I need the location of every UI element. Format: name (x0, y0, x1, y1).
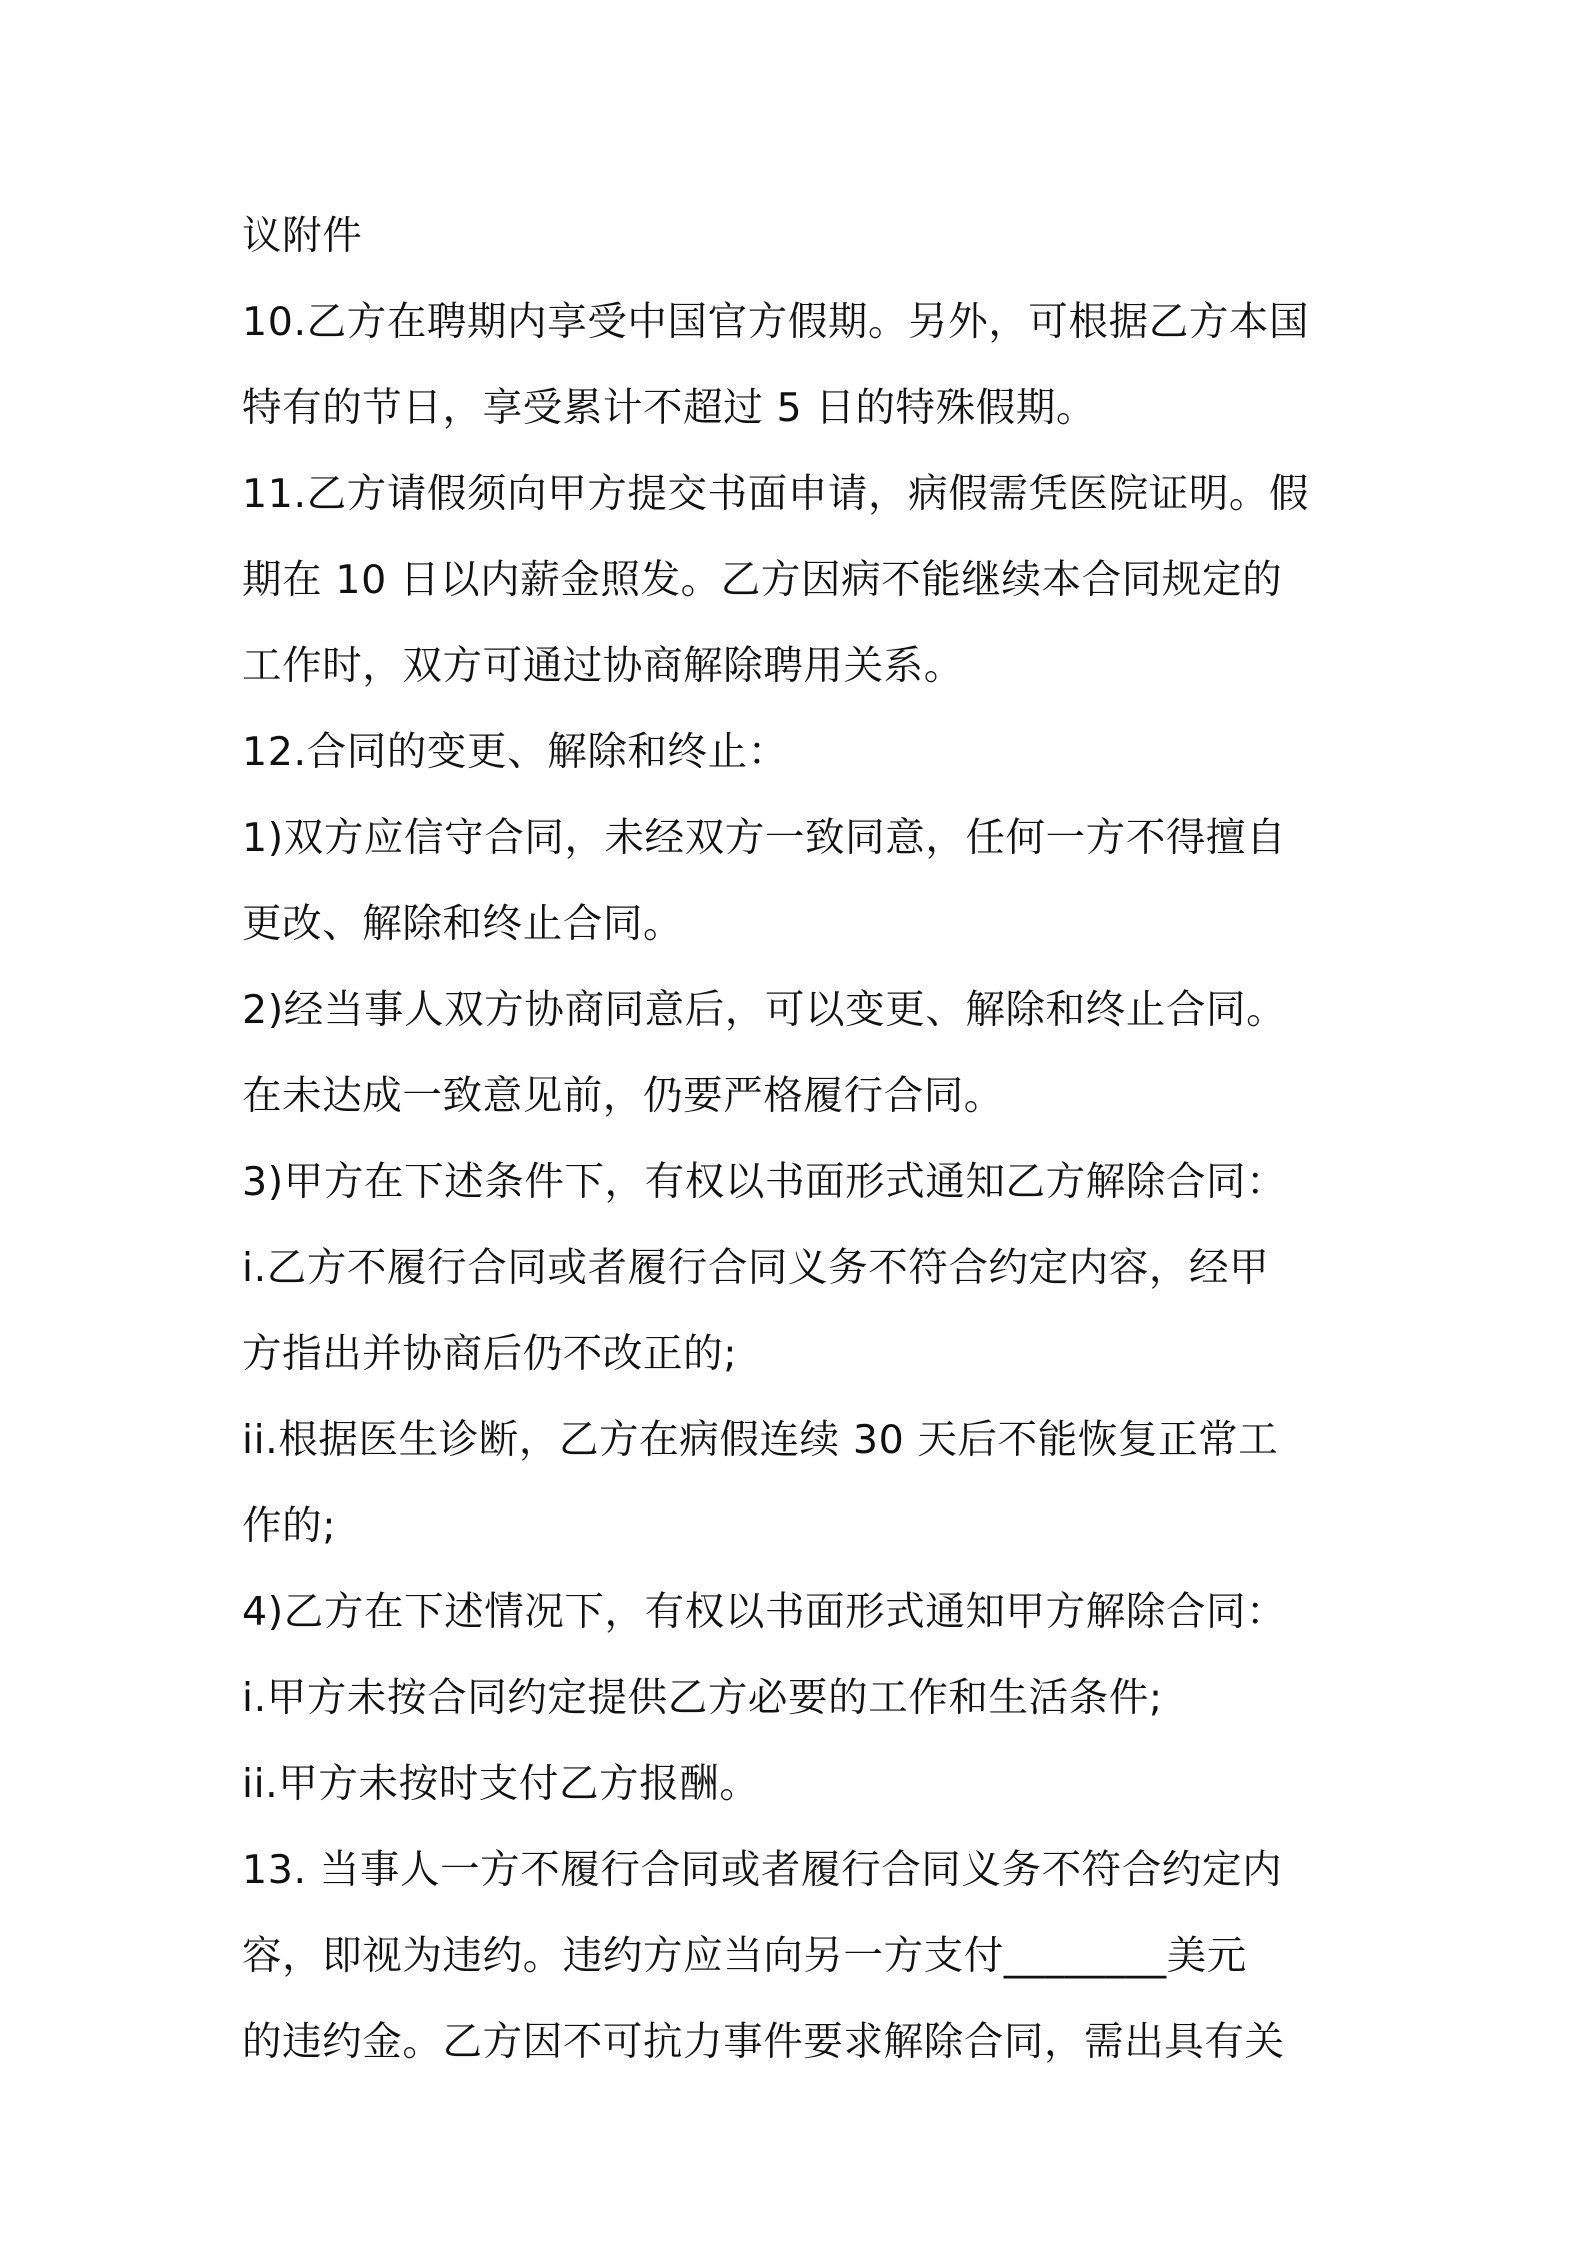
text-line-14: 方指出并协商后仍不改正的; (242, 1331, 738, 1377)
text-line-6: 工作时，双方可通过协商解除聘用关系。 (242, 643, 964, 689)
text-line-8: 1)双方应信守合同，未经双方一致同意，任何一方不得擅自 (242, 815, 1287, 861)
text-line-12: 3)甲方在下述条件下，有权以书面形式通知乙方解除合同： (242, 1159, 1287, 1205)
text-line-20: 13. 当事人一方不履行合同或者履行合同义务不符合约定内 (242, 1847, 1283, 1893)
text-line-5: 期在 10 日以内薪金照发。乙方因病不能继续本合同规定的 (242, 557, 1283, 603)
text-line-19: ii.甲方未按时支付乙方报酬。 (242, 1761, 760, 1807)
text-line-22: 的违约金。乙方因不可抗力事件要求解除合同，需出具有关 (242, 2019, 1285, 2065)
contract-body (242, 193, 1358, 2085)
text-line-11: 在未达成一致意见前，仍要严格履行合同。 (242, 1073, 1004, 1119)
text-line-3: 特有的节日，享受累计不超过 5 日的特殊假期。 (242, 385, 1097, 431)
text-line-10: 2)经当事人双方协商同意后，可以变更、解除和终止合同。 (242, 987, 1287, 1033)
text-line-1: 议附件 (242, 213, 363, 259)
text-line-17: 4)乙方在下述情况下，有权以书面形式通知甲方解除合同： (242, 1589, 1287, 1635)
text-line-7: 12.合同的变更、解除和终止： (242, 729, 788, 775)
text-line-13: i.乙方不履行合同或者履行合同义务不符合约定内容，经甲 (242, 1245, 1270, 1291)
text-line-16: 作的; (242, 1503, 337, 1549)
text-line-18: i.甲方未按合同约定提供乙方必要的工作和生活条件; (242, 1675, 1163, 1721)
text-line-9: 更改、解除和终止合同。 (242, 901, 684, 947)
text-line-15: ii.根据医生诊断，乙方在病假连续 30 天后不能恢复正常工 (242, 1417, 1279, 1463)
text-line-4: 11.乙方请假须向甲方提交书面申请，病假需凭医院证明。假 (242, 471, 1310, 517)
text-line-2: 10.乙方在聘期内享受中国官方假期。另外，可根据乙方本国 (242, 299, 1310, 345)
text-line-21: 容，即视为违约。违约方应当向另一方支付________美元 (242, 1933, 1247, 1979)
